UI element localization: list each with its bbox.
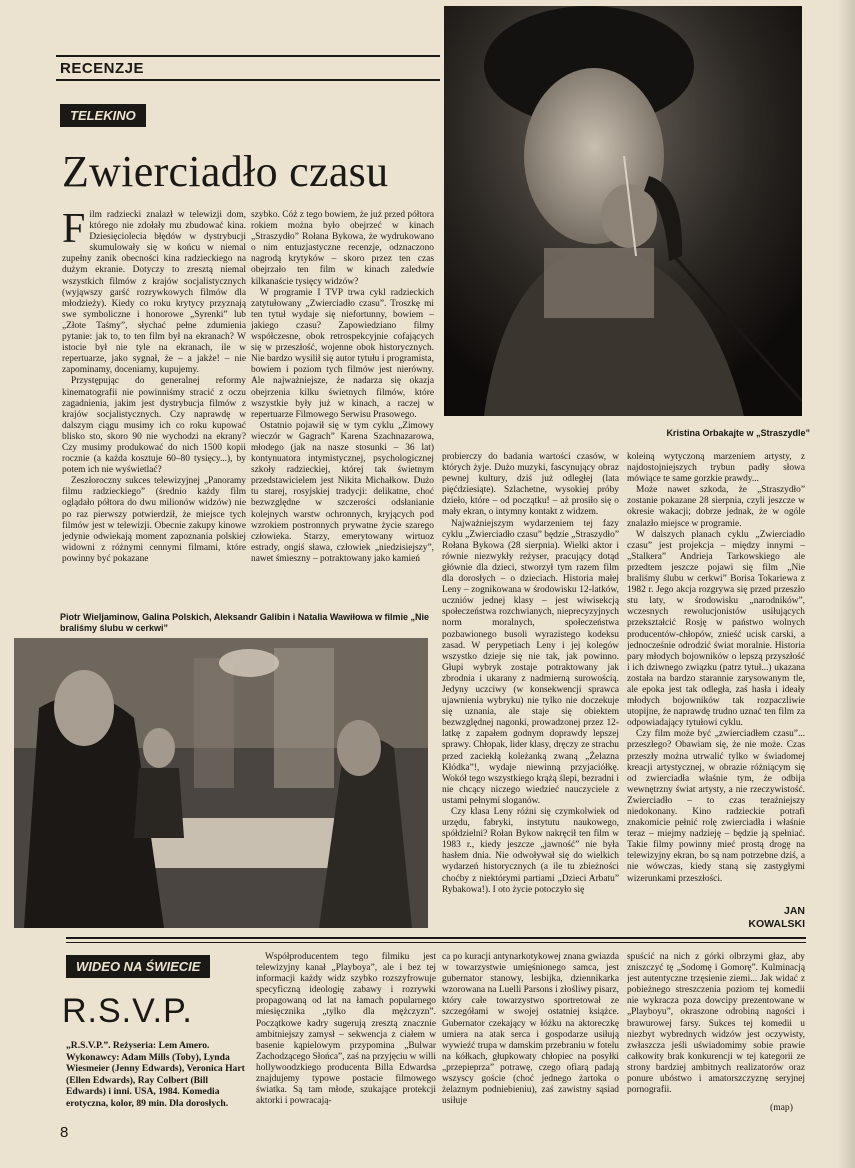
- col3-paragraph-2: Najważniejszym wydarzeniem tej fazy cyklu „Zwierciadło czasu” będzie „Straszydło” Rołana Bykowa (28 sierpnia). Wielki aktor i równie niezwykły reżyser, pracujący dotąd głównie dla dzieci, stworzył tym razem film dla dorosłych – o dzieciach. Historia małej Leny – zognikowana w środowisku 12-latków, uczniów jednej klasy – jest wiwisekcją społeczeństwa rozchwianych, nieprecyzyjnych norm moralnych, społeczeństwa pozbawionego busoli wyrazistego kodeksu zasad. W perypetiach Leny i jej kolegów wszystko dzieje się nie tak, jak powinno. Głupi wybryk zostaje potraktowany jak zbrodnia i ukarany z nadmierną surowością. Jedyny uczciwy (w konsekwencji sprawca ujawnienia wybryku) nie tylko nie doczekuje się uznania, ale staje się obiektem bezwzględnej nagonki, prowadzonej przez 12-latkę z zapałem godnym doprawdy lepszej sprawy. Chłopak, lider klasy, dręczy ze strachu przed zaciekłą koleżanką zwaną „Żelazna Kłódka”!, wydaje niewinną przyjaciółkę. Wokół tego wszystkiego krążą ślepi, bezradni i nie chcący niczego wiedzieć nauczyciele z ustami pełnymi sloganów.: [442, 518, 619, 806]
- wideo-signature: (map): [770, 1102, 793, 1113]
- photo-straszydlo: [444, 6, 802, 416]
- wideo-title: R.S.V.P.: [62, 992, 193, 1030]
- wideo-col3-text: spuścić na nich z górki olbrzymi głaz, aby zniszczyć tę „Sodomę i Gomorę”. Kulminacją jest autentyczne trzęsienie ziemi... Jak widać z pobieżnego streszczenia poziom tej komedii nie wykracza poza dowcipy prezentowane w „Playboyu”, okraszone odrobiną nagości i brawurowej farsy. Sukces tej komedii u niezbyt wybrednych widzów jest oczywisty, zwłaszcza jeśli uświadomimy sobie prawie całkowity brak konkurencji w tej kategorii ze strony bardziej ambitnych realizatorów oraz ponure ubóstwo i amatorszczyznę seryjnej pornografii.: [627, 952, 805, 1096]
- photo-cerkiew: [14, 638, 428, 928]
- wideo-col2-text: ca po kuracji antynarkotykowej znana gwiazda w towarzystwie umięśnionego samca, jest gubernator stanowy, lesbijka, dziennikarka wzorowana na Luelli Parsons i złośliwy pisarz, który całe towarzystwo sportretował ze szczegółami w swojej ostatniej książce. Gubernator czekający w łóżku na aktoreczkę umiera na atak serca i gospodarze usiłują wywieźć trupa w damskim przebraniu w fotelu na kółkach, głupkowaty chłopiec na posyłki „przepieprza” potrawę, czego ofiarą padają wszyscy goście (choć jednego żartoka o żelaznym podniebieniu), zaś zawistny sąsiad usiłuje: [442, 952, 619, 1107]
- article-column-4: [627, 452, 805, 910]
- author-last-name: KOWALSKI: [748, 918, 805, 930]
- col1-paragraph-2: Przystępując do generalnej reformy kinematografii nie powinniśmy stracić z oczu zagadnienia, jakim jest dystrybucja filmów z krajów socjalistycznych. Czy naprawdę w dalszym ciągu musimy ich co roku kupować blisko sto, skoro 90 nie wychodzi na ekrany? Czy musimy produkować do nich 1500 kopii rocznie (a każda kosztuje 60–80 tysięcy...), by potem ich nie wyświetlać?: [62, 376, 246, 476]
- article-title: Zwierciadło czasu: [62, 147, 389, 196]
- page-number: 8: [60, 1124, 69, 1141]
- wideo-col1-text: Współproducentem tego filmiku jest telewizyjny kanał „Playboya”, ale i bez tej informacji każdy widz szybko rozszyfrowuje specyficzną ideologię zabawy i rozrywki propagowaną od lat na łamach popularnego miesięcznika „tylko dla mężczyzn”. Początkowe kadry sugerują zresztą znacznie ambitniejszy zamysł – sekwencja z ciałem w basenie kąpielowym przypomina „Bulwar Zachodzącego Słońca”, zaś na przyjęciu w willi hollywoodzkiego producenta Billa Edwardsa znajdujemy typowe postacie filmowego światka. Są tam młode, szukające protekcji aktorki i powracają-: [256, 952, 436, 1107]
- col2-paragraph-3: Ostatnio pojawił się w tym cyklu „Zimowy wieczór w Gagrach” Karena Szachnazarowa, młodego (jak na nasze stosunki – 36 lat) kontynuatora intymistycznej, psychologicznej szkoły radzieckiej, której tak świetnym przedstawicielem jest Nikita Michałkow. Dużo tu starej, rosyjskiej tradycji: delikatne, choć bezwzględne w szczerości odsłanianie kolejnych warstw ochronnych, kryjących pod wzrokiem postronnych prywatne życie szarego człowieka. Starzy, emerytowany wirtuoz estrady, ongiś sława, człowiek „niedzisiejszy”, nawet śmieszny – potraktowany jako kamień: [251, 420, 434, 564]
- wideo-credits: „R.S.V.P.”. Reżyseria: Lem Amero. Wykonawcy: Adam Mills (Toby), Lynda Wiesmeier (Jenny Edwards), Veronica Hart (Ellen Edwards), Ray Colbert (Bill Edwards) i inni. USA, 1984. Komedia erotyczna, kolor, 89 min. Dla dorosłych.: [66, 1040, 245, 1109]
- wideo-column-1: [256, 952, 436, 1117]
- author-first-name: JAN: [783, 905, 805, 917]
- col4-paragraph-2: Może nawet szkoda, że „Straszydło” zostanie pokazane 28 sierpnia, czyli jeszcze w okresie wakacji; dobrze jednak, że w ogóle znalazło miejsce w programie.: [627, 485, 805, 529]
- section-divider: [66, 937, 806, 939]
- col3-paragraph-1: probierczy do badania wartości czasów, w których żyje. Dużo muzyki, fascynujący obraz pewnej kultury, dziś już odległej (lata pięćdziesiąte). Szlachetne, wysokiej próby dzieło, które – od początku! – aż prosiło się o mały ekran, o intymny kontakt z widzem.: [442, 452, 619, 518]
- dropcap: F: [62, 210, 86, 252]
- wideo-tag: WIDEO NA ŚWIECIE: [66, 955, 210, 978]
- photo-straszydlo-caption: Kristina Orbakajte w „Straszydle”: [666, 428, 810, 438]
- header-rule-top: [56, 55, 440, 57]
- author-byline: [700, 905, 805, 931]
- col4-paragraph-1: koleiną wytyczoną marzeniem artysty, z najdostojniejszych trybun padły słowa mówiące te same gorzkie prawdy...: [627, 452, 805, 485]
- wideo-column-3: [627, 952, 805, 1110]
- header-rule-bottom: [56, 79, 440, 81]
- article-column-3: [442, 452, 619, 930]
- page-edge-shadow: [837, 0, 855, 1168]
- telekino-tag: TELEKINO: [60, 104, 146, 127]
- article-column-1: [62, 210, 246, 635]
- col3-paragraph-3: Czy klasa Leny różni się czymkolwiek od urzędu, fabryki, instytutu naukowego, spółdzielni? Rołan Bykow nakręcił ten film w 1983 r., kiedy jeszcze „jawność” nie była hasłem dnia. Nie odwoływał się do wielkich wydarzeń historycznych (a ile tu zbieżności choćby z niektórymi partiami „Dzieci Arbatu” Rybakowa!). I oto życie potoczyło się: [442, 807, 619, 895]
- wideo-column-2: [442, 952, 619, 1117]
- col2-paragraph-2: W programie I TVP trwa cykl radzieckich zatytułowany „Zwierciadło czasu”. Troszkę mi ten tytuł wydaje się niefortunny, bowiem – jakiego czasu? Zapowiedziano filmy współczesne, obok retrospekcyjnie cofających się w przeszłość, wojenne obok historycznych. Nie bardzo wysilił się autor tytułu i programista, bowiem i poziom tych filmów jest nierówny. Ale najważniejsze, że nadarza się okazja obejrzenia kilku świetnych filmów, które wszystkie były już w kinach, a raczej w repertuarze Filmowego Serwisu Prasowego.: [251, 287, 434, 420]
- section-divider-thin: [66, 942, 806, 943]
- col2-paragraph-1: szybko. Cóż z tego bowiem, że już przed półtora rokiem można było obejrzeć w kinach „Straszydło” Rołana Bykowa, że wydrukowano o nim entuzjastyczne recenzje, odznaczono nagrodą krytyków – skoro przez ten czas obejrzało ten film w kinach zaledwie kilkanaście tysięcy widzów?: [251, 210, 434, 287]
- photo-cerkiew-caption: Piotr Wieljaminow, Galina Polskich, Aleksandr Galibin i Natalia Wawiłowa w filmie „Nie braliśmy ślubu w cerkwi”: [60, 612, 430, 633]
- article-column-2: [251, 210, 434, 635]
- col4-paragraph-4: Czy film może być „zwierciadłem czasu”... przeszłego? Obawiam się, że nie może. Czas przeszły można utrwalić tylko w świadomej kreacji artystycznej, w obrazie różniącym się od zwierciadła właśnie tym, że odbija wewnętrzny świat artysty, a nie rzeczywistość. Zwierciadło – to czas teraźniejszy niedokonany. Kino radzieckie potrafi znakomicie pełnić rolę zwierciadła i właśnie teraz – miejmy nadzieję – będzie ją spełniać. Takie filmy powinny mieć prostą drogę na telewizyjny ekran, bo są nam potrzebne dziś, a nie wówczas, kiedy staną się zastygłymi wizerunkami przeszłości.: [627, 729, 805, 884]
- col4-paragraph-3: W dalszych planach cyklu „Zwierciadło czasu” jest projekcja – między innymi – „Stalkera” Andrieja Tarkowskiego ale przedtem jeszcze pojawi się film „Nie braliśmy ślubu w cerkwi” Borisa Tokariewa z 1982 r. Jego akcja rozgrywa się przed przeszło stu laty, w środowisku „narodników”, wczesnych rewolucjonistów usiłujących przekształcić Rosję w państwo wolnych producentów-chłopów, znieść ucisk carski, a jednocześnie odrodzić świat moralnie. Historia pary młodych bojowników o lepszą przyszłość i ich dziwnego związku (patrz tytuł...) ukazana została na bardzo starannie zarysowanym tle, ale epoka jest tak odległa, zaś hasła i ideały młodych bojowników tak rozpaczliwie utopijne, że naprawdę trudno uznać ten film za odpowiadający tytułowi cyklu.: [627, 529, 805, 729]
- section-label: RECENZJE: [60, 60, 145, 77]
- col1-paragraph-3: Zeszłoroczny sukces telewizyjnej „Panoramy filmu radzieckiego” (średnio każdy film oglądało półtora do dwu milionów widzów) nie po raz pierwszy potwierdził, że miejsce tych filmów jest w telewizji. Obecnie zakupy kinowe jedynie odwiekają moment zapoznania polskiej widowni z różnymi cennymi filmami, które powinny być pokazane: [62, 476, 246, 564]
- col1-paragraph-1: ilm radziecki znalazł w telewizji dom, którego nie zdołały mu zbudować kina. Dziesięciolecia błędów w dystrybucji skumulowały się w końcu w niemal zupełny zanik obecności kina radzieckiego na dużym ekranie. Dotyczy to zresztą niemal wszystkich filmów z krajów socjalistycznych (wyjąwszy garść rozrywkowych filmów dla młodzieży). Kiedy co roku krytycy przyznają swe symboliczne i honorowe „Syrenki” lub „Złote Taśmy”, słychać pełne zdumienia pytanie: jak to, to ten film był na ekranach? W istocie był nie tyle na ekranach, ile w repertuarze, jako sygnał, że – a jakże! – nie zapominamy, doceniamy, kupujemy.: [62, 210, 246, 376]
